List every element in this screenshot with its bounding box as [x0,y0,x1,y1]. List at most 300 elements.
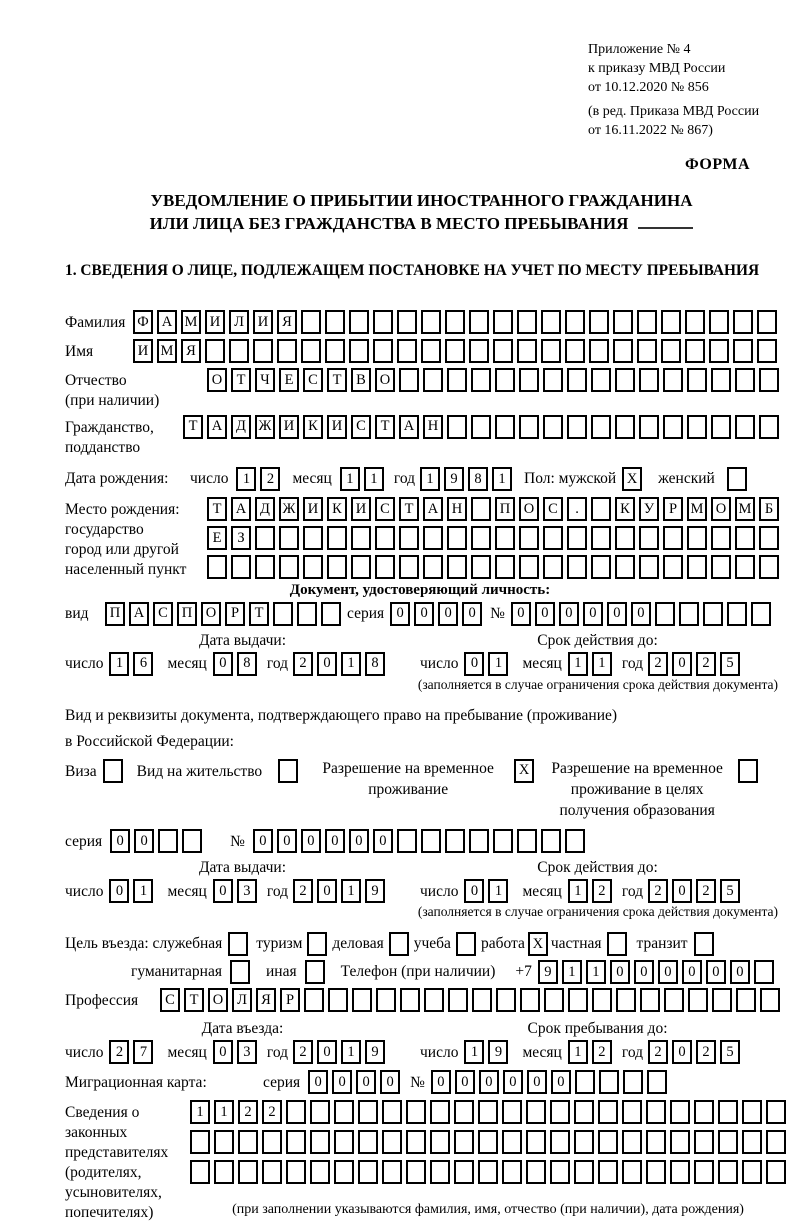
char-box[interactable] [661,310,681,334]
char-box[interactable]: М [687,497,707,521]
char-box[interactable]: 0 [672,879,692,903]
char-box[interactable]: 5 [720,879,740,903]
char-box[interactable]: 1 [364,467,384,491]
migcard-series-input[interactable] [308,1070,400,1094]
char-box[interactable] [478,1100,498,1124]
char-box[interactable]: С [543,497,563,521]
char-box[interactable]: 1 [488,652,508,676]
char-box[interactable] [496,988,516,1012]
char-box[interactable]: 0 [610,960,630,984]
char-box[interactable] [565,829,585,853]
char-box[interactable] [711,368,731,392]
char-box[interactable] [424,988,444,1012]
patronymic-input[interactable] [207,368,779,392]
char-box[interactable] [742,1160,762,1184]
char-box[interactable] [103,759,123,783]
char-box[interactable]: 0 [706,960,726,984]
char-box[interactable] [310,1160,330,1184]
char-box[interactable]: В [351,368,371,392]
char-box[interactable] [526,1100,546,1124]
doc-series-input[interactable] [390,602,482,626]
char-box[interactable] [205,339,225,363]
char-box[interactable]: С [303,368,323,392]
char-box[interactable] [711,526,731,550]
char-box[interactable] [687,526,707,550]
citizenship-input[interactable] [183,415,779,439]
char-box[interactable] [519,526,539,550]
char-box[interactable] [327,526,347,550]
char-box[interactable] [255,555,275,579]
char-box[interactable]: О [208,988,228,1012]
entry-month-input[interactable] [213,1040,257,1064]
char-box[interactable] [321,602,341,626]
permit-issue-day-input[interactable] [109,879,153,903]
char-box[interactable] [358,1160,378,1184]
char-box[interactable]: 1 [341,652,361,676]
char-box[interactable]: 0 [535,602,555,626]
char-box[interactable] [423,555,443,579]
char-box[interactable] [615,368,635,392]
char-box[interactable]: А [207,415,227,439]
char-box[interactable]: 1 [420,467,440,491]
char-box[interactable] [616,988,636,1012]
char-box[interactable]: Ж [279,497,299,521]
char-box[interactable]: О [207,368,227,392]
char-box[interactable]: С [160,988,180,1012]
birthplace-input-row2[interactable] [207,526,779,550]
char-box[interactable]: А [231,497,251,521]
char-box[interactable] [279,555,299,579]
char-box[interactable] [286,1130,306,1154]
char-box[interactable] [663,415,683,439]
char-box[interactable]: 2 [293,879,313,903]
char-box[interactable]: X [622,467,642,491]
char-box[interactable] [495,415,515,439]
char-box[interactable]: 2 [696,879,716,903]
entry-day-input[interactable] [109,1040,153,1064]
char-box[interactable] [592,988,612,1012]
char-box[interactable] [301,339,321,363]
char-box[interactable]: 0 [380,1070,400,1094]
char-box[interactable]: 1 [341,1040,361,1064]
char-box[interactable] [454,1100,474,1124]
char-box[interactable]: 1 [488,879,508,903]
char-box[interactable] [471,555,491,579]
char-box[interactable] [711,415,731,439]
char-box[interactable] [688,988,708,1012]
char-box[interactable] [519,415,539,439]
char-box[interactable]: . [567,497,587,521]
char-box[interactable]: О [375,368,395,392]
char-box[interactable] [328,988,348,1012]
char-box[interactable] [757,339,777,363]
char-box[interactable] [663,526,683,550]
char-box[interactable] [471,526,491,550]
stay-month-input[interactable] [568,1040,612,1064]
char-box[interactable] [231,555,251,579]
char-box[interactable] [589,310,609,334]
char-box[interactable] [598,1100,618,1124]
char-box[interactable] [430,1160,450,1184]
char-box[interactable]: 3 [237,1040,257,1064]
char-box[interactable] [502,1130,522,1154]
char-box[interactable]: А [157,310,177,334]
char-box[interactable]: К [615,497,635,521]
visa-checkbox[interactable] [103,759,123,783]
char-box[interactable] [375,526,395,550]
char-box[interactable]: 1 [568,879,588,903]
profession-input[interactable] [160,988,780,1012]
char-box[interactable]: 1 [341,879,361,903]
char-box[interactable]: 0 [672,1040,692,1064]
char-box[interactable] [598,1130,618,1154]
char-box[interactable] [685,339,705,363]
char-box[interactable] [550,1130,570,1154]
char-box[interactable] [349,339,369,363]
permit-issue-year-input[interactable] [293,879,385,903]
char-box[interactable] [759,415,779,439]
char-box[interactable] [615,415,635,439]
char-box[interactable]: 0 [559,602,579,626]
purpose-tourism-checkbox[interactable] [307,932,327,956]
char-box[interactable] [687,415,707,439]
char-box[interactable] [766,1100,786,1124]
char-box[interactable]: П [495,497,515,521]
char-box[interactable]: 0 [317,1040,337,1064]
char-box[interactable]: 0 [317,879,337,903]
char-box[interactable] [376,988,396,1012]
char-box[interactable] [400,988,420,1012]
char-box[interactable] [207,555,227,579]
permit-series-input[interactable] [110,829,202,853]
char-box[interactable]: 1 [236,467,256,491]
char-box[interactable] [397,829,417,853]
char-box[interactable] [598,1160,618,1184]
char-box[interactable] [574,1130,594,1154]
char-box[interactable]: 9 [365,879,385,903]
purpose-study-checkbox[interactable] [456,932,476,956]
char-box[interactable] [382,1160,402,1184]
char-box[interactable]: Я [277,310,297,334]
char-box[interactable] [238,1130,258,1154]
char-box[interactable] [543,415,563,439]
char-box[interactable] [639,368,659,392]
char-box[interactable]: 0 [583,602,603,626]
char-box[interactable] [351,526,371,550]
char-box[interactable]: И [327,415,347,439]
char-box[interactable]: 2 [293,1040,313,1064]
char-box[interactable]: 2 [696,652,716,676]
char-box[interactable] [423,368,443,392]
char-box[interactable] [615,555,635,579]
char-box[interactable] [495,526,515,550]
char-box[interactable] [663,368,683,392]
char-box[interactable] [469,310,489,334]
char-box[interactable]: 0 [414,602,434,626]
char-box[interactable] [718,1100,738,1124]
male-checkbox[interactable] [622,467,642,491]
char-box[interactable] [238,1160,258,1184]
char-box[interactable]: 2 [592,1040,612,1064]
char-box[interactable] [349,310,369,334]
temp-residence-edu-checkbox[interactable] [738,759,758,783]
char-box[interactable]: 0 [317,652,337,676]
char-box[interactable] [303,555,323,579]
char-box[interactable] [591,555,611,579]
char-box[interactable] [519,555,539,579]
char-box[interactable]: 1 [464,1040,484,1064]
char-box[interactable]: 0 [438,602,458,626]
char-box[interactable] [574,1160,594,1184]
char-box[interactable] [472,988,492,1012]
char-box[interactable]: 0 [253,829,273,853]
char-box[interactable]: 2 [648,1040,668,1064]
char-box[interactable] [647,1070,667,1094]
char-box[interactable] [334,1100,354,1124]
char-box[interactable] [622,1100,642,1124]
doc-number-input[interactable] [511,602,771,626]
char-box[interactable] [447,415,467,439]
char-box[interactable] [742,1130,762,1154]
char-box[interactable] [646,1130,666,1154]
char-box[interactable] [640,988,660,1012]
char-box[interactable] [286,1160,306,1184]
purpose-transit-checkbox[interactable] [694,932,714,956]
char-box[interactable] [421,829,441,853]
char-box[interactable]: Я [181,339,201,363]
char-box[interactable] [397,310,417,334]
char-box[interactable]: Т [399,497,419,521]
char-box[interactable]: И [351,497,371,521]
char-box[interactable] [568,988,588,1012]
char-box[interactable] [591,368,611,392]
char-box[interactable]: 0 [325,829,345,853]
char-box[interactable] [423,526,443,550]
char-box[interactable] [526,1130,546,1154]
char-box[interactable] [456,932,476,956]
char-box[interactable] [622,1130,642,1154]
char-box[interactable] [639,526,659,550]
char-box[interactable] [454,1160,474,1184]
char-box[interactable] [738,759,758,783]
char-box[interactable] [541,310,561,334]
char-box[interactable] [591,526,611,550]
char-box[interactable] [742,1100,762,1124]
char-box[interactable] [607,932,627,956]
char-box[interactable] [310,1130,330,1154]
char-box[interactable]: Т [375,415,395,439]
doc-issue-month-input[interactable] [213,652,257,676]
char-box[interactable] [286,1100,306,1124]
char-box[interactable] [711,555,731,579]
birth-month-input[interactable] [340,467,384,491]
char-box[interactable]: 0 [301,829,321,853]
char-box[interactable] [228,932,248,956]
char-box[interactable]: Т [327,368,347,392]
char-box[interactable] [262,1130,282,1154]
char-box[interactable] [495,368,515,392]
purpose-other-checkbox[interactable] [305,960,325,984]
residence-permit-checkbox[interactable] [278,759,298,783]
char-box[interactable] [297,602,317,626]
char-box[interactable] [589,339,609,363]
char-box[interactable] [358,1130,378,1154]
char-box[interactable]: Л [232,988,252,1012]
char-box[interactable] [493,829,513,853]
name-input[interactable] [133,339,777,363]
char-box[interactable] [373,310,393,334]
representatives-input-row1[interactable] [190,1100,786,1124]
char-box[interactable]: 9 [538,960,558,984]
char-box[interactable] [670,1160,690,1184]
char-box[interactable] [471,415,491,439]
char-box[interactable] [599,1070,619,1094]
char-box[interactable] [517,339,537,363]
char-box[interactable]: 0 [551,1070,571,1094]
char-box[interactable] [567,415,587,439]
char-box[interactable] [445,310,465,334]
phone-input[interactable] [538,960,774,984]
char-box[interactable]: Я [256,988,276,1012]
char-box[interactable]: 0 [607,602,627,626]
char-box[interactable]: Д [231,415,251,439]
char-box[interactable] [382,1100,402,1124]
char-box[interactable]: П [105,602,125,626]
char-box[interactable] [574,1100,594,1124]
char-box[interactable] [727,467,747,491]
char-box[interactable]: О [711,497,731,521]
char-box[interactable]: И [303,497,323,521]
char-box[interactable] [399,368,419,392]
char-box[interactable]: 1 [190,1100,210,1124]
char-box[interactable] [567,555,587,579]
char-box[interactable] [406,1130,426,1154]
char-box[interactable] [694,1160,714,1184]
char-box[interactable] [421,310,441,334]
char-box[interactable]: А [399,415,419,439]
char-box[interactable]: 0 [134,829,154,853]
char-box[interactable]: 2 [238,1100,258,1124]
char-box[interactable] [703,602,723,626]
char-box[interactable] [325,310,345,334]
char-box[interactable] [664,988,684,1012]
char-box[interactable]: Ж [255,415,275,439]
char-box[interactable]: 0 [464,652,484,676]
char-box[interactable] [493,310,513,334]
char-box[interactable] [517,310,537,334]
char-box[interactable] [279,526,299,550]
char-box[interactable] [543,368,563,392]
char-box[interactable] [565,339,585,363]
char-box[interactable] [301,310,321,334]
char-box[interactable] [622,1160,642,1184]
char-box[interactable]: 8 [468,467,488,491]
char-box[interactable] [273,602,293,626]
char-box[interactable]: С [351,415,371,439]
char-box[interactable]: П [177,602,197,626]
char-box[interactable]: 1 [592,652,612,676]
char-box[interactable] [214,1160,234,1184]
char-box[interactable]: Ф [133,310,153,334]
char-box[interactable] [736,988,756,1012]
char-box[interactable] [447,368,467,392]
stay-year-input[interactable] [648,1040,740,1064]
char-box[interactable] [190,1130,210,1154]
char-box[interactable] [389,932,409,956]
char-box[interactable]: Р [225,602,245,626]
char-box[interactable]: 0 [277,829,297,853]
char-box[interactable] [229,339,249,363]
char-box[interactable]: А [129,602,149,626]
char-box[interactable]: 5 [720,652,740,676]
char-box[interactable]: К [303,415,323,439]
char-box[interactable] [550,1100,570,1124]
char-box[interactable] [613,310,633,334]
char-box[interactable]: 0 [464,879,484,903]
char-box[interactable] [325,339,345,363]
char-box[interactable] [639,555,659,579]
permit-issue-month-input[interactable] [213,879,257,903]
char-box[interactable] [687,368,707,392]
char-box[interactable]: 1 [586,960,606,984]
char-box[interactable] [255,526,275,550]
char-box[interactable] [305,960,325,984]
char-box[interactable]: Ч [255,368,275,392]
char-box[interactable]: 9 [365,1040,385,1064]
char-box[interactable] [766,1160,786,1184]
char-box[interactable] [709,310,729,334]
char-box[interactable]: И [253,310,273,334]
char-box[interactable]: М [181,310,201,334]
char-box[interactable]: 0 [634,960,654,984]
char-box[interactable]: 0 [658,960,678,984]
char-box[interactable] [694,1100,714,1124]
permit-valid-day-input[interactable] [464,879,508,903]
char-box[interactable] [544,988,564,1012]
char-box[interactable]: 0 [431,1070,451,1094]
char-box[interactable] [262,1160,282,1184]
char-box[interactable] [352,988,372,1012]
char-box[interactable]: Б [759,497,779,521]
char-box[interactable]: Р [280,988,300,1012]
char-box[interactable]: 0 [455,1070,475,1094]
stay-day-input[interactable] [464,1040,508,1064]
char-box[interactable] [471,368,491,392]
char-box[interactable]: О [519,497,539,521]
permit-number-input[interactable] [253,829,585,853]
char-box[interactable]: 0 [213,879,233,903]
char-box[interactable] [575,1070,595,1094]
char-box[interactable]: Т [207,497,227,521]
char-box[interactable] [685,310,705,334]
char-box[interactable]: 0 [110,829,130,853]
char-box[interactable] [520,988,540,1012]
char-box[interactable] [550,1160,570,1184]
char-box[interactable] [541,339,561,363]
char-box[interactable] [454,1130,474,1154]
char-box[interactable]: 9 [444,467,464,491]
char-box[interactable]: 0 [462,602,482,626]
char-box[interactable]: 2 [293,652,313,676]
purpose-private-checkbox[interactable] [607,932,627,956]
char-box[interactable] [526,1160,546,1184]
char-box[interactable] [718,1130,738,1154]
char-box[interactable]: К [327,497,347,521]
char-box[interactable]: 0 [213,1040,233,1064]
char-box[interactable] [759,526,779,550]
char-box[interactable] [735,555,755,579]
char-box[interactable] [448,988,468,1012]
